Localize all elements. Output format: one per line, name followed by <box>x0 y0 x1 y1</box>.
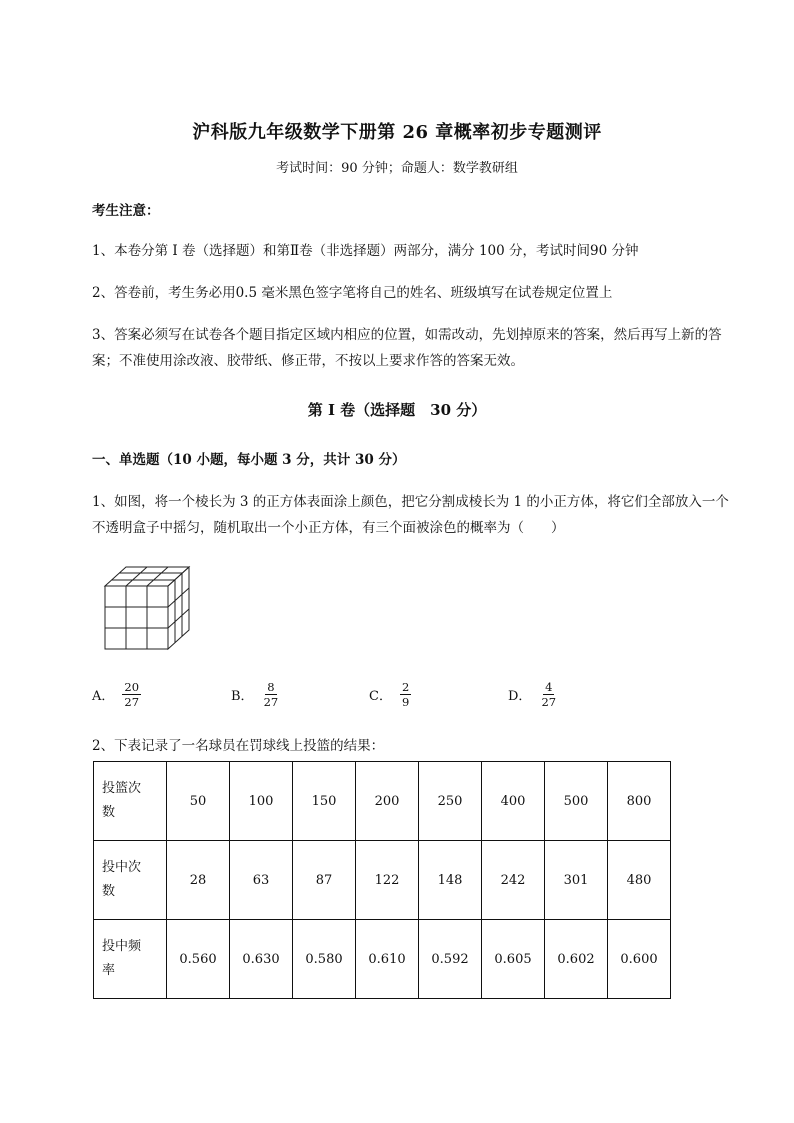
question-2-text: 2、下表记录了一名球员在罚球线上投篮的结果： <box>92 738 385 754</box>
row-header-line: 率 <box>102 963 116 978</box>
numerator: 8 <box>267 680 275 694</box>
table-cell: 301 <box>545 841 608 920</box>
table-cell: 0.560 <box>167 920 230 999</box>
question-1-text: 1、如图，将一个棱长为 3 的正方体表面涂上颜色，把它分割成棱长为 1 的小正方体，将它们全部放入一个不透明盒子中摇匀，随机取出一个小正方体，有三个面被涂色的概率为（ ） <box>92 494 729 536</box>
fraction <box>400 680 411 709</box>
table-cell: 148 <box>419 841 482 920</box>
option-label: B． <box>231 689 254 704</box>
part-heading: 一、单选题（10 小题，每小题 3 分，共计 30 分） <box>92 452 406 468</box>
option-a[interactable] <box>92 680 141 709</box>
fraction <box>262 680 281 709</box>
table-cell: 28 <box>167 841 230 920</box>
option-label: C． <box>369 689 392 704</box>
table-cell: 0.580 <box>293 920 356 999</box>
notice-item-3: 3、答案必须写在试卷各个题目指定区域内相应的位置，如需改动，先划掉原来的答案，然后再写上新的答案；不准使用涂改液、胶带纸、修正带，不按以上要求作答的答案无效。 <box>92 327 722 369</box>
option-label: D． <box>508 689 532 704</box>
numerator: 20 <box>124 680 140 694</box>
option-label: A． <box>92 689 115 704</box>
fraction <box>539 680 558 709</box>
table-cell: 150 <box>293 762 356 841</box>
table-cell: 250 <box>419 762 482 841</box>
numerator: 2 <box>401 680 410 694</box>
table-cell: 800 <box>608 762 671 841</box>
table-cell: 0.602 <box>545 920 608 999</box>
numerator: 4 <box>545 680 553 694</box>
table-row <box>94 841 671 920</box>
row-header-line: 数 <box>102 805 116 820</box>
cube-figure <box>102 563 194 657</box>
row-header-line: 投篮次 <box>102 781 142 796</box>
table-cell: 0.630 <box>230 920 293 999</box>
denominator: 27 <box>541 695 557 709</box>
row-header-line: 数 <box>102 884 116 899</box>
notice-heading: 考生注意： <box>92 203 160 219</box>
denominator: 27 <box>124 695 140 709</box>
row-header-line: 投中次 <box>102 860 142 875</box>
table-cell: 122 <box>356 841 419 920</box>
table-cell: 200 <box>356 762 419 841</box>
notice-item-2: 2、答卷前，考生务必用0.5 毫米黑色签字笔将自己的姓名、班级填写在试卷规定位置上 <box>92 285 613 301</box>
exam-info: 考试时间：90 分钟；命题人：数学教研组 <box>276 161 518 176</box>
table-cell: 87 <box>293 841 356 920</box>
table-cell: 0.605 <box>482 920 545 999</box>
row-header <box>94 762 167 841</box>
table-cell: 400 <box>482 762 545 841</box>
table-cell: 500 <box>545 762 608 841</box>
table-cell: 0.610 <box>356 920 419 999</box>
notice-item-1: 1、本卷分第 I 卷（选择题）和第Ⅱ卷（非选择题）两部分，满分 100 分，考试时间90 分钟 <box>92 243 639 259</box>
page-title: 沪科版九年级数学下册第 26 章概率初步专题测评 <box>192 122 602 143</box>
table-row <box>94 920 671 999</box>
denominator: 9 <box>401 695 410 709</box>
table-cell: 0.592 <box>419 920 482 999</box>
option-c[interactable] <box>369 680 411 709</box>
fraction <box>122 680 141 709</box>
denominator: 27 <box>263 695 279 709</box>
table-cell: 50 <box>167 762 230 841</box>
option-b[interactable] <box>231 680 280 709</box>
table-cell: 480 <box>608 841 671 920</box>
row-header <box>94 920 167 999</box>
table-cell: 100 <box>230 762 293 841</box>
table-cell: 63 <box>230 841 293 920</box>
shooting-results-table <box>93 761 671 999</box>
table-cell: 242 <box>482 841 545 920</box>
table-row <box>94 762 671 841</box>
section-title: 第 I 卷（选择题 30 分） <box>307 401 487 419</box>
row-header <box>94 841 167 920</box>
option-d[interactable] <box>508 680 558 709</box>
table-cell: 0.600 <box>608 920 671 999</box>
row-header-line: 投中频 <box>102 939 142 954</box>
